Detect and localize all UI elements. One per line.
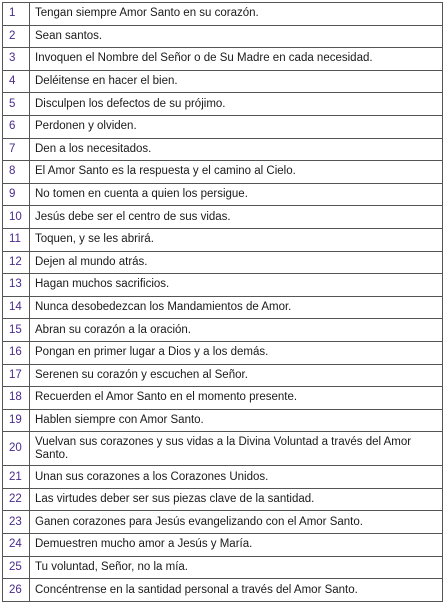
table-row: [3, 579, 443, 602]
row-number: 2: [3, 25, 30, 48]
row-text: Serenen su corazón y escuchen al Señor.: [30, 364, 443, 387]
row-number: 16: [3, 341, 30, 364]
row-number: 19: [3, 409, 30, 432]
row-text: Hablen siempre con Amor Santo.: [30, 409, 443, 432]
row-text: Invoquen el Nombre del Señor o de Su Madre en cada necesidad.: [30, 48, 443, 71]
row-text: Nunca desobedezcan los Mandamientos de Amor.: [30, 296, 443, 319]
table-row: [3, 228, 443, 251]
row-text: Sean santos.: [30, 25, 443, 48]
row-number: 13: [3, 274, 30, 297]
table-row: [3, 70, 443, 93]
table-row: [3, 274, 443, 297]
row-number: 20: [3, 432, 30, 466]
row-text: Jesús debe ser el centro de sus vidas.: [30, 206, 443, 229]
row-number: 1: [3, 3, 30, 26]
row-number: 25: [3, 556, 30, 579]
row-text: Concéntrense en la santidad personal a través del Amor Santo.: [30, 579, 443, 602]
numbered-list-table: [2, 2, 443, 602]
table-row: [3, 3, 443, 26]
row-number: 3: [3, 48, 30, 71]
row-number: 4: [3, 70, 30, 93]
row-number: 21: [3, 466, 30, 489]
row-text: Demuestren mucho amor a Jesús y María.: [30, 534, 443, 557]
row-text: Tengan siempre Amor Santo en su corazón.: [30, 3, 443, 26]
table-row: [3, 341, 443, 364]
row-number: 15: [3, 319, 30, 342]
row-text: Ganen corazones para Jesús evangelizando con el Amor Santo.: [30, 511, 443, 534]
row-number: 10: [3, 206, 30, 229]
table-row: [3, 534, 443, 557]
row-text: Vuelvan sus corazones y sus vidas a la Divina Voluntad a través del Amor Santo.: [30, 432, 443, 466]
table-row: [3, 511, 443, 534]
row-text: Disculpen los defectos de su prójimo.: [30, 93, 443, 116]
row-number: 23: [3, 511, 30, 534]
table-row: [3, 409, 443, 432]
row-text: Las virtudes deber ser sus piezas clave de la santidad.: [30, 488, 443, 511]
row-number: 12: [3, 251, 30, 274]
row-number: 5: [3, 93, 30, 116]
row-text: Unan sus corazones a los Corazones Unidos.: [30, 466, 443, 489]
row-text: Pongan en primer lugar a Dios y a los demás.: [30, 341, 443, 364]
table-row: [3, 161, 443, 184]
table-row: [3, 93, 443, 116]
row-text: No tomen en cuenta a quien los persigue.: [30, 183, 443, 206]
row-number: 24: [3, 534, 30, 557]
table-row: [3, 296, 443, 319]
row-text: Hagan muchos sacrificios.: [30, 274, 443, 297]
row-number: 18: [3, 387, 30, 410]
row-text: Dejen al mundo atrás.: [30, 251, 443, 274]
table-row: [3, 466, 443, 489]
table-row: [3, 206, 443, 229]
table-row: [3, 115, 443, 138]
table-row: [3, 364, 443, 387]
table-row: [3, 183, 443, 206]
row-text: Deléitense en hacer el bien.: [30, 70, 443, 93]
row-text: Toquen, y se les abrirá.: [30, 228, 443, 251]
table-row: [3, 251, 443, 274]
row-text: El Amor Santo es la respuesta y el camino al Cielo.: [30, 161, 443, 184]
row-number: 14: [3, 296, 30, 319]
row-text: Recuerden el Amor Santo en el momento presente.: [30, 387, 443, 410]
table-row: [3, 138, 443, 161]
row-number: 22: [3, 488, 30, 511]
row-number: 11: [3, 228, 30, 251]
row-number: 7: [3, 138, 30, 161]
row-text: Tu voluntad, Señor, no la mía.: [30, 556, 443, 579]
table-row: [3, 48, 443, 71]
list-body: [3, 3, 443, 602]
row-number: 9: [3, 183, 30, 206]
row-text: Abran su corazón a la oración.: [30, 319, 443, 342]
row-text: Den a los necesitados.: [30, 138, 443, 161]
table-row: [3, 25, 443, 48]
row-number: 8: [3, 161, 30, 184]
table-row: [3, 319, 443, 342]
table-row: [3, 556, 443, 579]
row-number: 6: [3, 115, 30, 138]
table-row: [3, 387, 443, 410]
row-number: 26: [3, 579, 30, 602]
row-text: Perdonen y olviden.: [30, 115, 443, 138]
row-number: 17: [3, 364, 30, 387]
table-row: [3, 488, 443, 511]
table-row: [3, 432, 443, 466]
